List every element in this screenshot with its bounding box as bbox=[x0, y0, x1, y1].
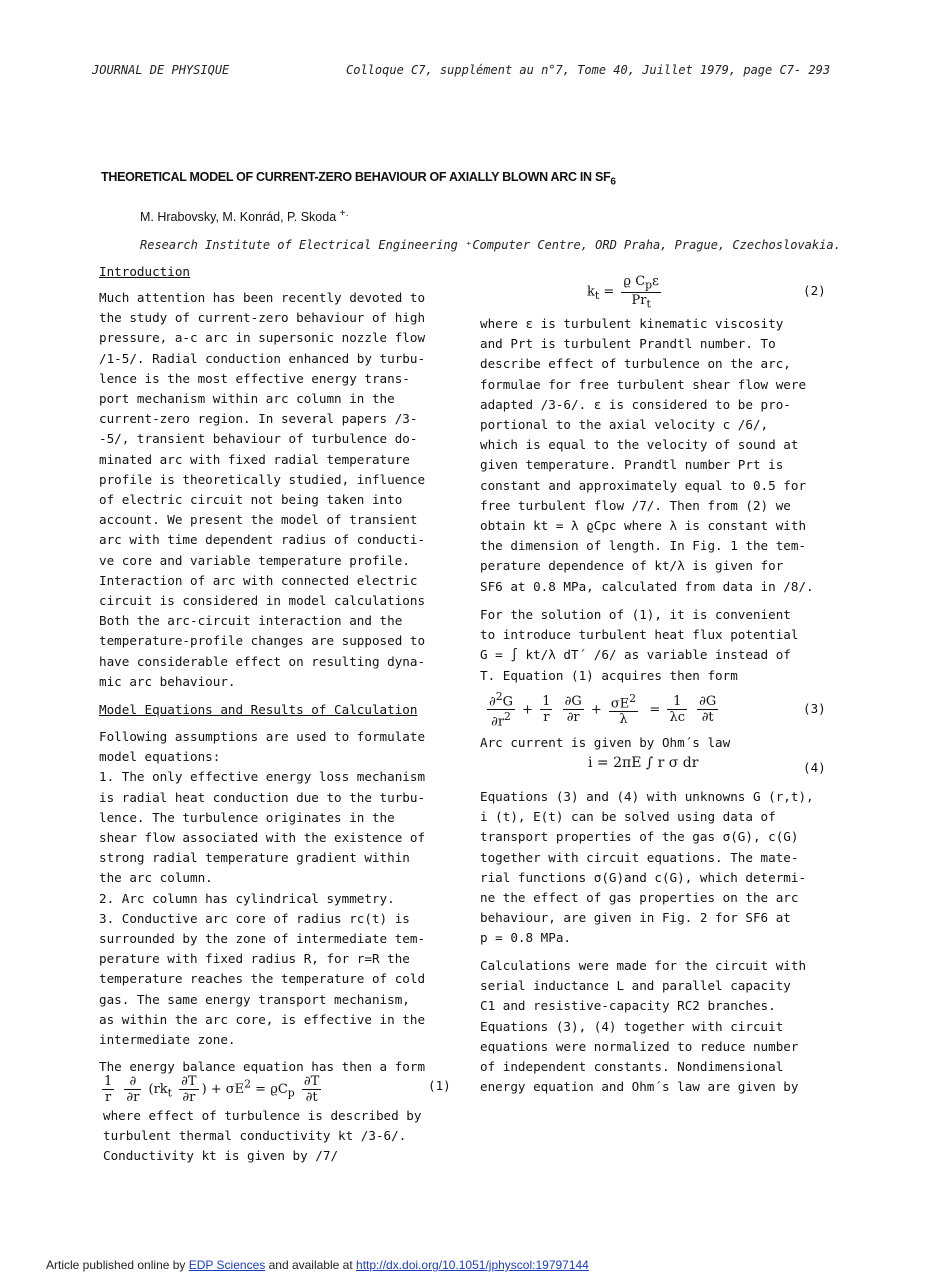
paper-title bbox=[101, 170, 616, 188]
intro-body bbox=[99, 288, 425, 692]
equation-1-number: (1) bbox=[428, 1078, 451, 1093]
text-line: constant and approximately equal to 0.5 for bbox=[480, 477, 807, 493]
equation-2: $k_t$ = $\frac{ϱ C_p\varepsilon}{Pr_t}$ bbox=[587, 274, 659, 311]
equation-1: $\frac{1}{r}$ $\frac{\partial}{\partial r}$ ($rk_t$ $\frac{\partial T}{\partial r}$ ) + $\sigma E^2 = ϱC_p$ $\frac{\partial T}{\partial t}$ bbox=[104, 1074, 320, 1105]
text-line: as within the arc core, is effective in the bbox=[99, 1011, 426, 1027]
text-line: portional to the axial velocity c /6/, bbox=[480, 417, 769, 433]
text-line: formulae for free turbulent shear flow were bbox=[480, 376, 807, 392]
author-names: M. Hrabovsky, M. Konrád, P. Skoda bbox=[140, 210, 337, 225]
text-line: The energy balance equation has then a form bbox=[99, 1059, 426, 1074]
text-line: temperature reaches the temperature of cold bbox=[99, 971, 426, 987]
ohm-intro bbox=[480, 733, 730, 753]
text-line: equations were normalized to reduce number bbox=[480, 1038, 799, 1054]
text-line: is radial heat conduction due to the turbu- bbox=[99, 789, 426, 805]
text-line: 1. The only effective energy loss mechanism bbox=[99, 769, 426, 785]
after-eq4 bbox=[480, 787, 814, 949]
text-line: Much attention has been recently devoted to bbox=[99, 290, 426, 305]
text-line: T. Equation (1) acquires then form bbox=[480, 667, 738, 683]
text-line: Equations (3) and (4) with unknowns G (r,t), bbox=[480, 789, 814, 804]
after-eq1 bbox=[103, 1106, 421, 1167]
text-line: port mechanism within arc column in the bbox=[99, 391, 395, 407]
journal-name: JOURNAL DE PHYSIQUE bbox=[92, 63, 230, 77]
equation-4: i = 2πE ∫ r σ dr bbox=[588, 755, 699, 771]
text-line: and Prt is turbulent Prandtl number. To bbox=[480, 336, 776, 352]
text-line: account. We present the model of transient bbox=[99, 512, 418, 528]
text-line: surrounded by the zone of intermediate tem- bbox=[99, 931, 426, 947]
text-line: of independent constants. Nondimensional bbox=[480, 1059, 784, 1075]
model-body bbox=[99, 727, 425, 1050]
text-line: perature with fixed radius R, for r=R the bbox=[99, 951, 410, 967]
affiliation: Research Institute of Electrical Engineering ⁺Computer Centre, ORD Praha, Prague, Czechoslovakia. bbox=[140, 238, 841, 252]
solution-text bbox=[480, 605, 798, 686]
text-line: have considerable effect on resulting dyna- bbox=[99, 653, 426, 669]
text-line: strong radial temperature gradient within bbox=[99, 850, 410, 866]
intro-section bbox=[99, 262, 190, 282]
text-line: gas. The same energy transport mechanism, bbox=[99, 991, 410, 1007]
text-line: lence. The turbulence originates in the bbox=[99, 809, 395, 825]
equation-2-number: (2) bbox=[803, 283, 826, 298]
text-line: p = 0.8 MPa. bbox=[480, 930, 571, 946]
text-line: Calculations were made for the circuit with bbox=[480, 958, 807, 973]
text-line: /1-5/. Radial conduction enhanced by turbu- bbox=[99, 350, 426, 366]
text-line: Equations (3), (4) together with circuit bbox=[480, 1018, 784, 1034]
text-line: SF6 at 0.8 MPa, calculated from data in /8/. bbox=[480, 578, 814, 594]
text-line: profile is theoretically studied, influence bbox=[99, 471, 426, 487]
text-line: describe effect of turbulence on the arc, bbox=[480, 356, 791, 372]
text-line: 2. Arc column has cylindrical symmetry. bbox=[99, 890, 395, 906]
text-line: i (t), E(t) can be solved using data of bbox=[480, 809, 776, 825]
text-line: current-zero region. In several papers /3- bbox=[99, 411, 418, 427]
text-line: given temperature. Prandtl number Prt is bbox=[480, 457, 784, 473]
text-line: the dimension of length. In Fig. 1 the tem- bbox=[480, 538, 807, 554]
title-text: THEORETICAL MODEL OF CURRENT-ZERO BEHAVIOUR OF AXIALLY BLOWN ARC IN SF bbox=[101, 170, 611, 184]
publication-footer bbox=[46, 1258, 589, 1272]
text-line: C1 and resistive-capacity RC2 branches. bbox=[480, 998, 776, 1014]
text-line: mic arc behaviour. bbox=[99, 673, 236, 689]
equation-3: $\frac{\partial^2G}{\partial r^2}$ + $\frac{1}{r}$ $\frac{\partial G}{\partial r}$ + $\frac{\sigma E^2}{\lambda}$ = $\frac{1}{\lambda c}$ $\frac{\partial G}{\partial t}$ bbox=[489, 690, 717, 730]
text-line: of electric circuit not being taken into bbox=[99, 492, 403, 508]
text-line: free turbulent flow /7/. Then from (2) we bbox=[480, 497, 791, 513]
text-line: 3. Conductive arc core of radius rc(t) is bbox=[99, 910, 410, 926]
text-line: obtain kt = λ ϱCpc where λ is constant with bbox=[480, 518, 807, 534]
model-section bbox=[99, 700, 417, 720]
authors bbox=[140, 208, 349, 224]
text-line: Arc current is given by Ohm´s law bbox=[480, 735, 731, 750]
text-line: together with circuit equations. The mate- bbox=[480, 849, 799, 865]
author-mark: +. bbox=[339, 208, 349, 219]
text-line: intermediate zone. bbox=[99, 1032, 236, 1048]
text-line: arc with time dependent radius of conducti- bbox=[99, 532, 426, 548]
text-line: ne the effect of gas properties on the arc bbox=[480, 890, 799, 906]
text-line: where ε is turbulent kinematic viscosity bbox=[480, 316, 784, 331]
text-line: G = ∫ kt/λ dT´ /6/ as variable instead of bbox=[480, 647, 791, 663]
text-line: model equations: bbox=[99, 749, 221, 765]
text-line: perature dependence of kt/λ is given for bbox=[480, 558, 784, 574]
footer-prefix: Article published online by bbox=[46, 1258, 186, 1272]
text-line: For the solution of (1), it is convenient bbox=[480, 607, 791, 622]
text-line: the study of current-zero behaviour of high bbox=[99, 310, 426, 326]
text-line: which is equal to the velocity of sound at bbox=[480, 437, 799, 453]
text-line: rial functions σ(G)and c(G), which determi- bbox=[480, 869, 807, 885]
equation-4-number: (4) bbox=[803, 760, 826, 775]
text-line: Both the arc-circuit interaction and the bbox=[99, 613, 403, 629]
text-line: turbulent thermal conductivity kt /3-6/. bbox=[103, 1128, 407, 1144]
text-line: shear flow associated with the existence of bbox=[99, 830, 426, 846]
text-line: adapted /3-6/. ε is considered to be pro- bbox=[480, 396, 791, 412]
model-heading: Model Equations and Results of Calculation bbox=[99, 702, 418, 717]
equation-3-number: (3) bbox=[803, 701, 826, 716]
edp-sciences-link[interactable]: EDP Sciences bbox=[188, 1258, 266, 1272]
text-line: ve core and variable temperature profile. bbox=[99, 552, 410, 568]
text-line: the arc column. bbox=[99, 870, 213, 886]
text-line: where effect of turbulence is described by bbox=[103, 1108, 422, 1123]
text-line: temperature-profile changes are supposed to bbox=[99, 633, 426, 649]
text-line: Following assumptions are used to formulate bbox=[99, 729, 426, 744]
text-line: -5/, transient behaviour of turbulence do- bbox=[99, 431, 418, 447]
text-line: circuit is considered in model calculations bbox=[99, 593, 426, 609]
text-line: behaviour, are given in Fig. 2 for SF6 at bbox=[480, 910, 791, 926]
text-line: Interaction of arc with connected electric bbox=[99, 572, 418, 588]
colloque-reference: Colloque C7, supplément au n°7, Tome 40, Juillet 1979, page C7- 293 bbox=[346, 63, 831, 77]
text-line: transport properties of the gas σ(G), c(G) bbox=[480, 829, 799, 845]
text-line: Conductivity kt is given by /7/ bbox=[103, 1148, 339, 1164]
text-line: serial inductance L and parallel capacity bbox=[480, 978, 791, 994]
footer-middle: and available at bbox=[268, 1258, 353, 1272]
title-subscript: 6 bbox=[610, 176, 616, 188]
text-line: pressure, a-c arc in supersonic nozzle flow bbox=[99, 330, 426, 346]
text-line: to introduce turbulent heat flux potential bbox=[480, 627, 799, 643]
calculation-text bbox=[480, 956, 806, 1097]
intro-heading: Introduction bbox=[99, 264, 190, 279]
doi-link[interactable]: http://dx.doi.org/10.1051/jphyscol:19797144 bbox=[356, 1258, 589, 1272]
text-line: lence is the most effective energy trans- bbox=[99, 370, 410, 386]
text-line: minated arc with fixed radial temperature bbox=[99, 451, 410, 467]
turbulence-text bbox=[480, 314, 814, 597]
text-line: energy equation and Ohm´s law are given by bbox=[480, 1079, 799, 1095]
